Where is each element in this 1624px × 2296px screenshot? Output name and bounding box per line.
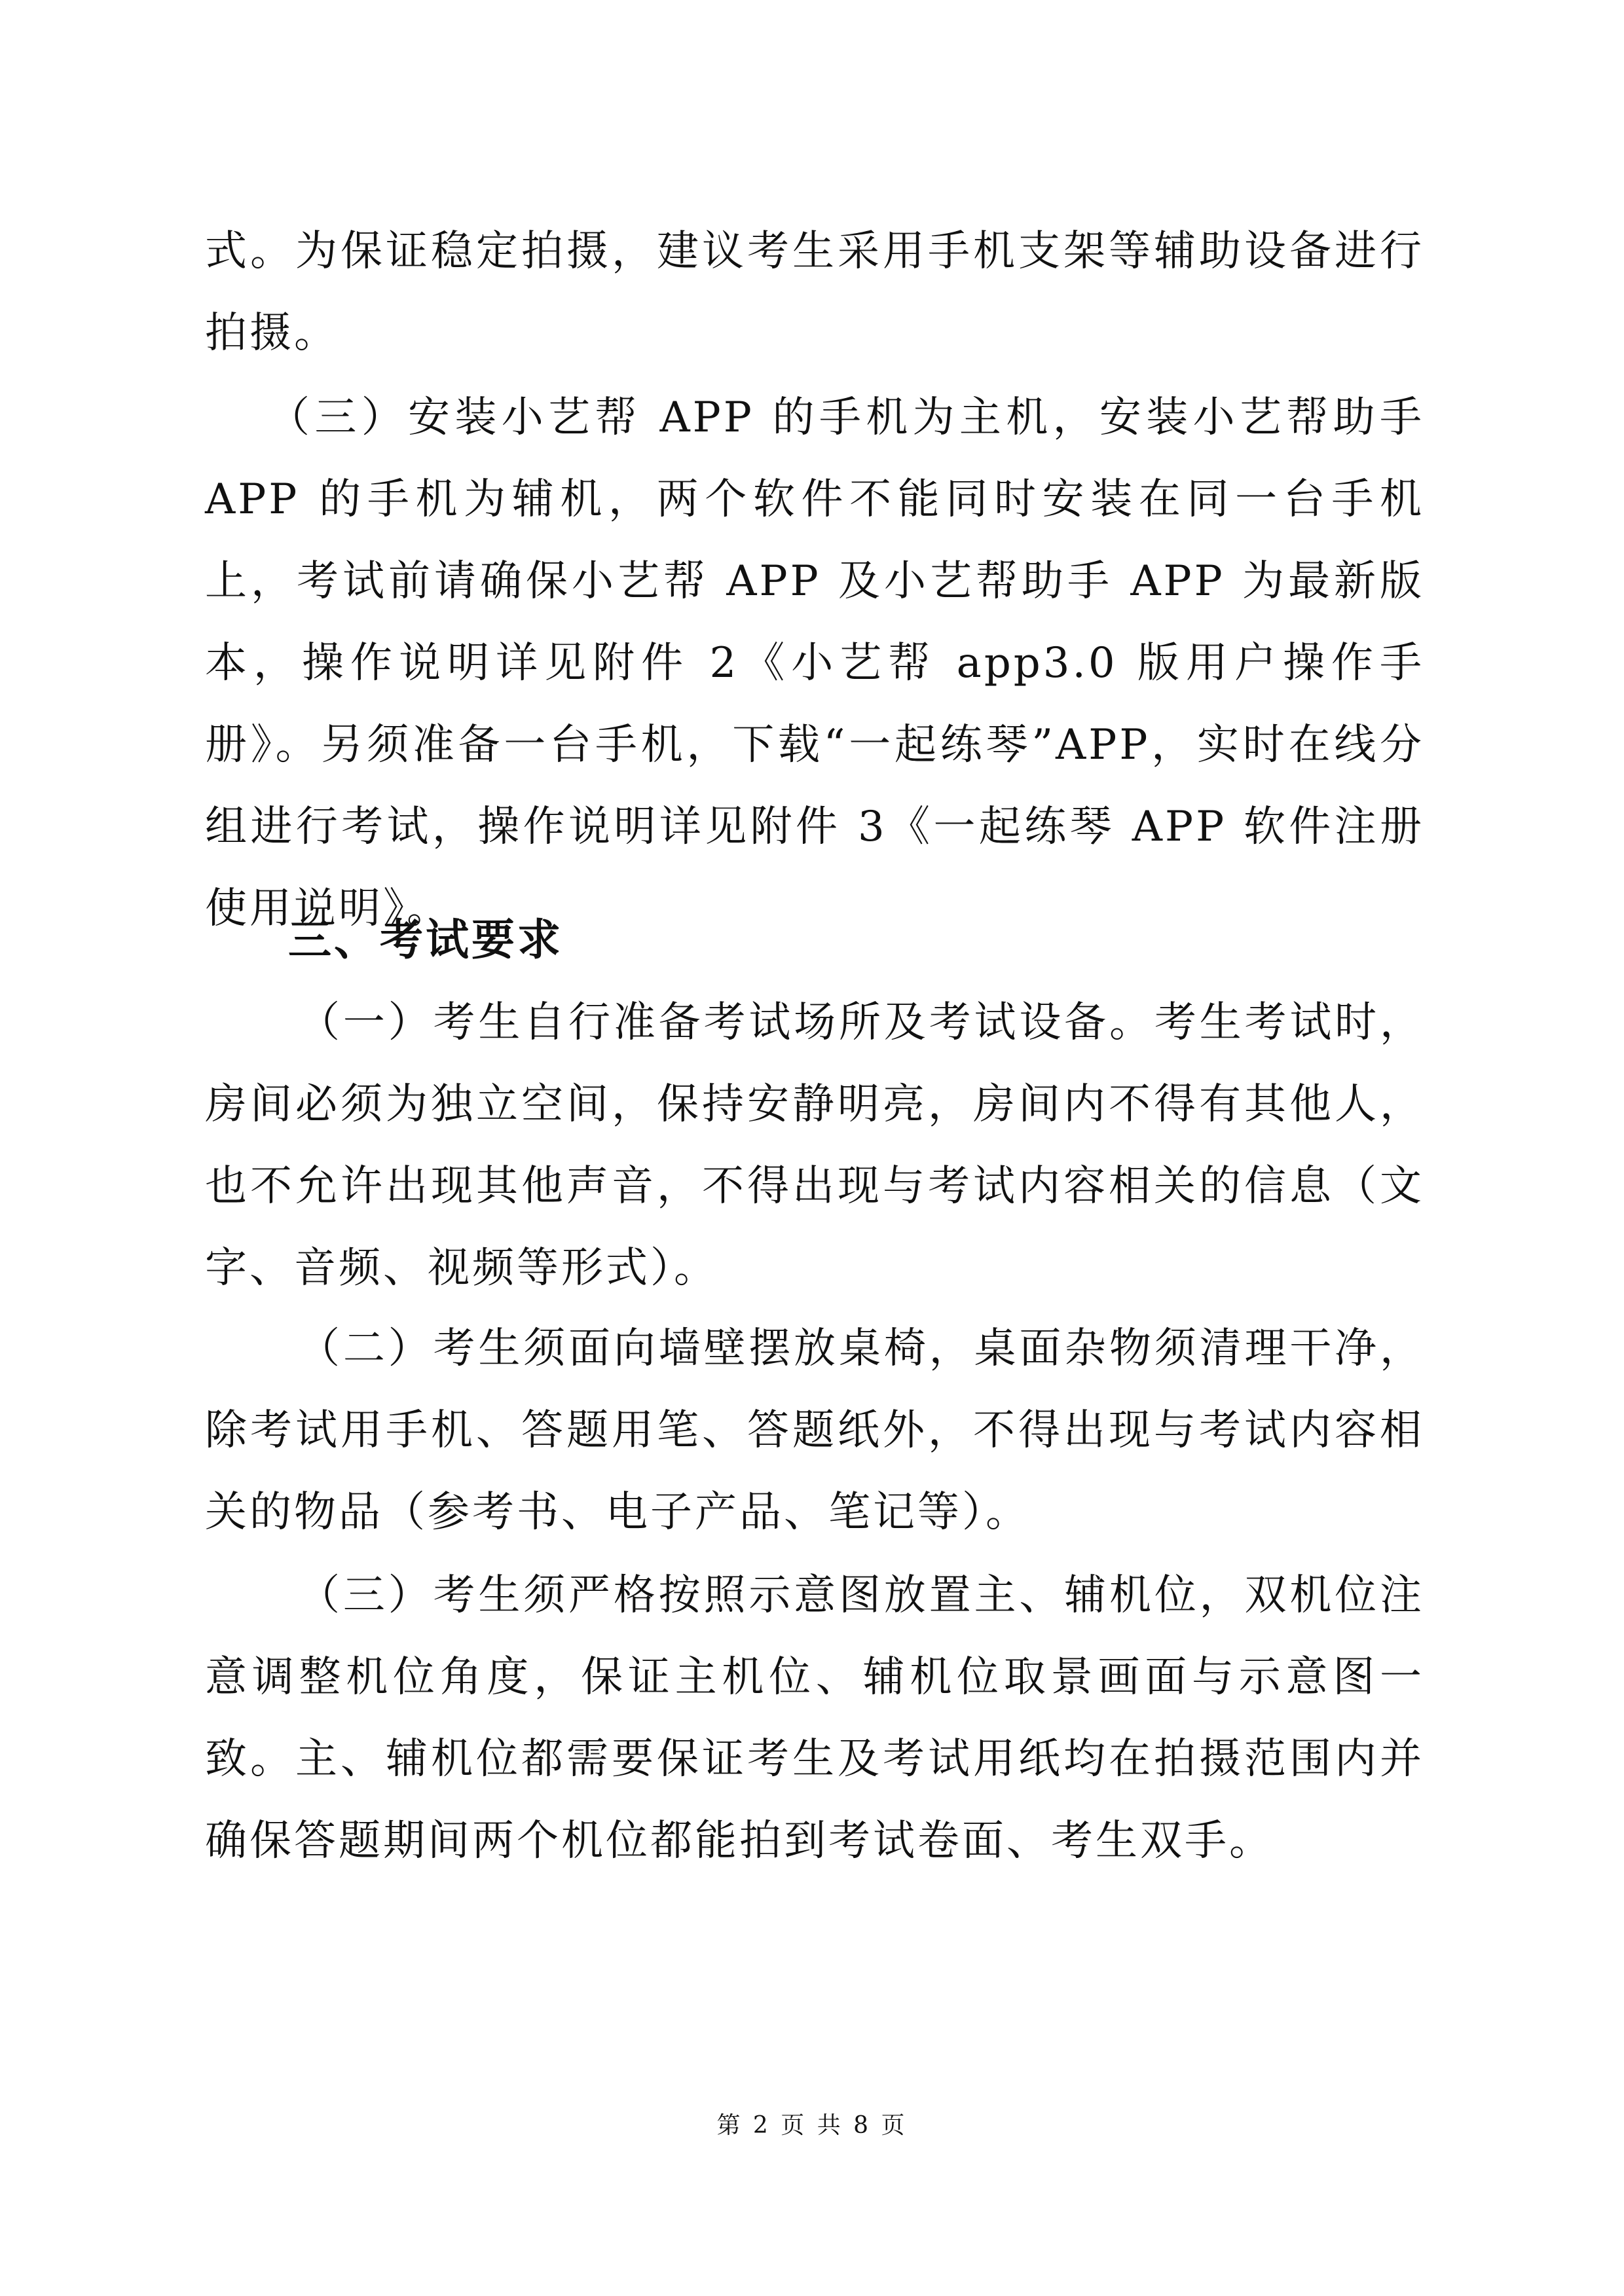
paragraph-desk-arrangement: （二）考生须面向墙壁摆放桌椅，桌面杂物须清理干净，除考试用手机、答题用笔、答题纸外，不得出现与考试内容相关的物品（参考书、电子产品、笔记等）。 xyxy=(205,1324,1424,1537)
paragraph-app-setup: （三）安装小艺帮 APP 的手机为主机，安装小艺帮助手 APP 的手机为辅机，两个软件不能同时安装在同一台手机上，考试前请确保小艺帮 APP 及小艺帮助手 APP 为最新版本，操作说明详见附件 2《小艺帮 app3.0 版用户操作手册》。另须准备一台手机，下载“一起练琴”APP，实时在线分组进行考试，操作说明详见附件 3《一起练琴 APP 软件注册使用说明》。 xyxy=(205,393,1424,933)
page-number: 第 2 页 共 8 页 xyxy=(716,2112,908,2139)
paragraph-camera-position: （三）考生须严格按照示意图放置主、辅机位，双机位注意调整机位角度，保证主机位、辅机位取景画面与示意图一致。主、辅机位都需要保证考生及考试用纸均在拍摄范围内并确保答题期间两个机位都能拍到考试卷面、考生双手。 xyxy=(205,1571,1424,1865)
section-heading-exam-requirements: 三、考试要求 xyxy=(288,915,563,965)
paragraph-continuation: 式。为保证稳定拍摄，建议考生采用手机支架等辅助设备进行拍摄。 xyxy=(205,227,1424,357)
paragraph-exam-venue: （一）考生自行准备考试场所及考试设备。考生考试时，房间必须为独立空间，保持安静明亮，房间内不得有其他人，也不允许出现其他声音，不得出现与考试内容相关的信息（文字、音频、视频等形式）。 xyxy=(205,998,1424,1292)
